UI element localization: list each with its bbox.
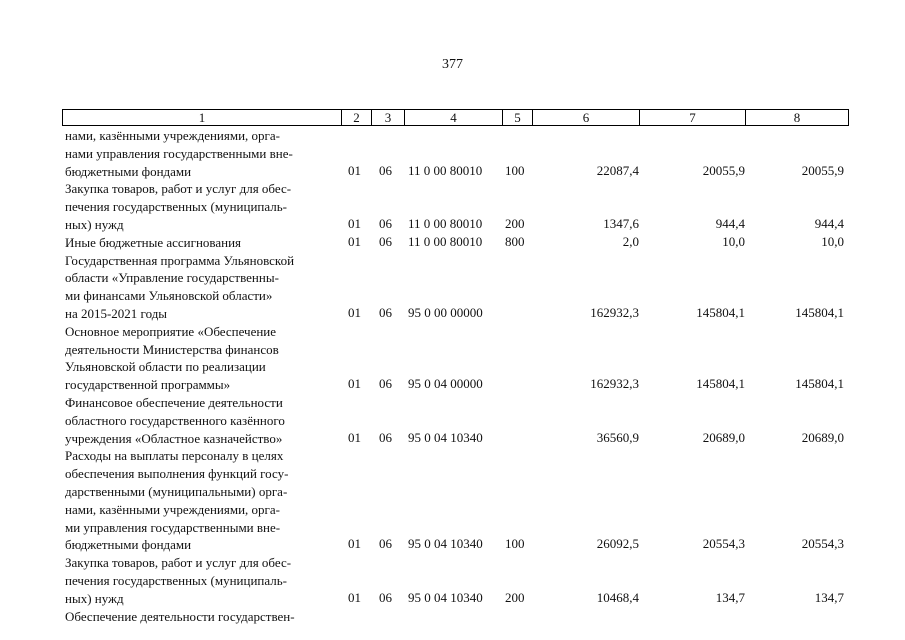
description-line: нами, казёнными учреждениями, орга- <box>65 501 280 517</box>
row-values <box>62 234 849 252</box>
header-col-2: 2 <box>342 110 372 125</box>
row-values <box>62 216 849 234</box>
amount-col-6: 2,0 <box>622 233 639 249</box>
description-line: Расходы на выплаты персоналу в целях <box>65 448 284 464</box>
description-line: деятельности Министерства финансов <box>65 341 279 357</box>
description-line: на 2015-2021 годы <box>65 305 168 321</box>
description-line: Иные бюджетные ассигнования <box>65 234 242 250</box>
amount-col-8: 134,7 <box>814 589 844 605</box>
row-values <box>62 536 849 554</box>
description-line: ных) нужд <box>65 590 124 606</box>
description-line: нами, казёнными учреждениями, орга- <box>65 128 280 143</box>
row-values <box>62 430 849 448</box>
description-line: Ульяновской области по реализации <box>65 359 266 375</box>
subsection-code: 06 <box>379 376 392 392</box>
amount-col-6: 162932,3 <box>590 376 639 392</box>
row-values <box>62 590 849 608</box>
amount-col-7: 20055,9 <box>702 162 745 178</box>
amount-col-8: 145804,1 <box>795 376 844 392</box>
target-article-code: 95 0 04 10340 <box>408 429 483 445</box>
amount-col-6: 10468,4 <box>596 589 639 605</box>
description-line: Закупка товаров, работ и услуг для обес- <box>65 181 292 197</box>
expense-type-code: 100 <box>505 162 525 178</box>
description-line: областного государственного казённого <box>65 412 285 428</box>
header-col-8: 8 <box>793 110 801 125</box>
amount-col-6: 26092,5 <box>596 536 639 552</box>
header-col-5: 5 <box>503 110 533 125</box>
amount-col-7: 145804,1 <box>696 376 745 392</box>
subsection-code: 06 <box>379 215 392 231</box>
header-col-3: 3 <box>372 110 405 125</box>
expense-type-code: 200 <box>505 215 525 231</box>
section-code: 01 <box>348 162 361 178</box>
description-line: печения государственных (муниципаль- <box>65 572 288 588</box>
header-col-6: 6 <box>533 110 640 125</box>
row-values <box>62 376 849 394</box>
amount-col-8: 145804,1 <box>795 304 844 320</box>
section-code: 01 <box>348 233 361 249</box>
subsection-code: 06 <box>379 429 392 445</box>
amount-col-7: 134,7 <box>715 589 745 605</box>
description-line: учреждения «Областное казначейство» <box>65 430 283 446</box>
amount-col-6: 162932,3 <box>590 304 639 320</box>
amount-col-8: 20055,9 <box>801 162 844 178</box>
description-line: Обеспечение деятельности государствен- <box>65 608 295 624</box>
expense-type-code: 200 <box>505 589 525 605</box>
amount-col-6: 22087,4 <box>596 162 639 178</box>
amount-col-7: 944,4 <box>715 215 745 231</box>
row-values <box>62 608 849 626</box>
section-code: 01 <box>348 429 361 445</box>
amount-col-7: 20554,3 <box>702 536 745 552</box>
header-col-4: 4 <box>405 110 503 125</box>
amount-col-8: 944,4 <box>814 215 844 231</box>
target-article-code: 11 0 00 80010 <box>408 233 483 249</box>
description-line: печения государственных (муниципаль- <box>65 199 288 215</box>
description-line: Финансовое обеспечение деятельности <box>65 395 283 410</box>
expense-type-code: 100 <box>505 536 525 552</box>
subsection-code: 06 <box>379 233 392 249</box>
amount-col-8: 20554,3 <box>801 536 844 552</box>
description-line: государственной программы» <box>65 377 231 393</box>
amount-col-8: 10,0 <box>821 233 844 249</box>
subsection-code: 06 <box>379 589 392 605</box>
target-article-code: 11 0 00 80010 <box>408 162 483 178</box>
target-article-code: 95 0 00 00000 <box>408 304 483 320</box>
table-header <box>62 109 849 126</box>
description-line: ных) нужд <box>65 216 124 232</box>
section-code: 01 <box>348 215 361 231</box>
description-line: ми финансами Ульяновской области» <box>65 288 273 304</box>
description-line: дарственными (муниципальными) орга- <box>65 483 288 499</box>
description-line: ми управления государственными вне- <box>65 519 281 535</box>
amount-col-6: 1347,6 <box>603 215 639 231</box>
description-line: бюджетными фондами <box>65 537 192 553</box>
section-code: 01 <box>348 376 361 392</box>
page-number: 377 <box>442 57 463 72</box>
section-code: 01 <box>348 589 361 605</box>
description-line: Закупка товаров, работ и услуг для обес- <box>65 555 292 571</box>
amount-col-7: 145804,1 <box>696 304 745 320</box>
section-code: 01 <box>348 536 361 552</box>
section-code: 01 <box>348 304 361 320</box>
expense-type-code: 800 <box>505 233 525 249</box>
target-article-code: 95 0 04 10340 <box>408 536 483 552</box>
row-values <box>62 163 849 181</box>
amount-col-7: 10,0 <box>722 233 745 249</box>
subsection-code: 06 <box>379 536 392 552</box>
description-line: Основное мероприятие «Обеспечение <box>65 323 277 339</box>
header-col-1: 1 <box>63 110 342 125</box>
description-line: нами управления государственными вне- <box>65 145 293 161</box>
subsection-code: 06 <box>379 162 392 178</box>
amount-col-8: 20689,0 <box>801 429 844 445</box>
header-col-7: 7 <box>640 110 746 125</box>
amount-col-6: 36560,9 <box>596 429 639 445</box>
subsection-code: 06 <box>379 304 392 320</box>
target-article-code: 95 0 04 00000 <box>408 376 483 392</box>
target-article-code: 95 0 04 10340 <box>408 589 483 605</box>
description-line: области «Управление государственны- <box>65 270 279 286</box>
amount-col-7: 20689,0 <box>702 429 745 445</box>
description-line: Государственная программа Ульяновской <box>65 252 295 268</box>
description-line: бюджетными фондами <box>65 163 192 179</box>
target-article-code: 11 0 00 80010 <box>408 215 483 231</box>
description-line: обеспечения выполнения функций госу- <box>65 466 289 482</box>
row-values <box>62 305 849 323</box>
